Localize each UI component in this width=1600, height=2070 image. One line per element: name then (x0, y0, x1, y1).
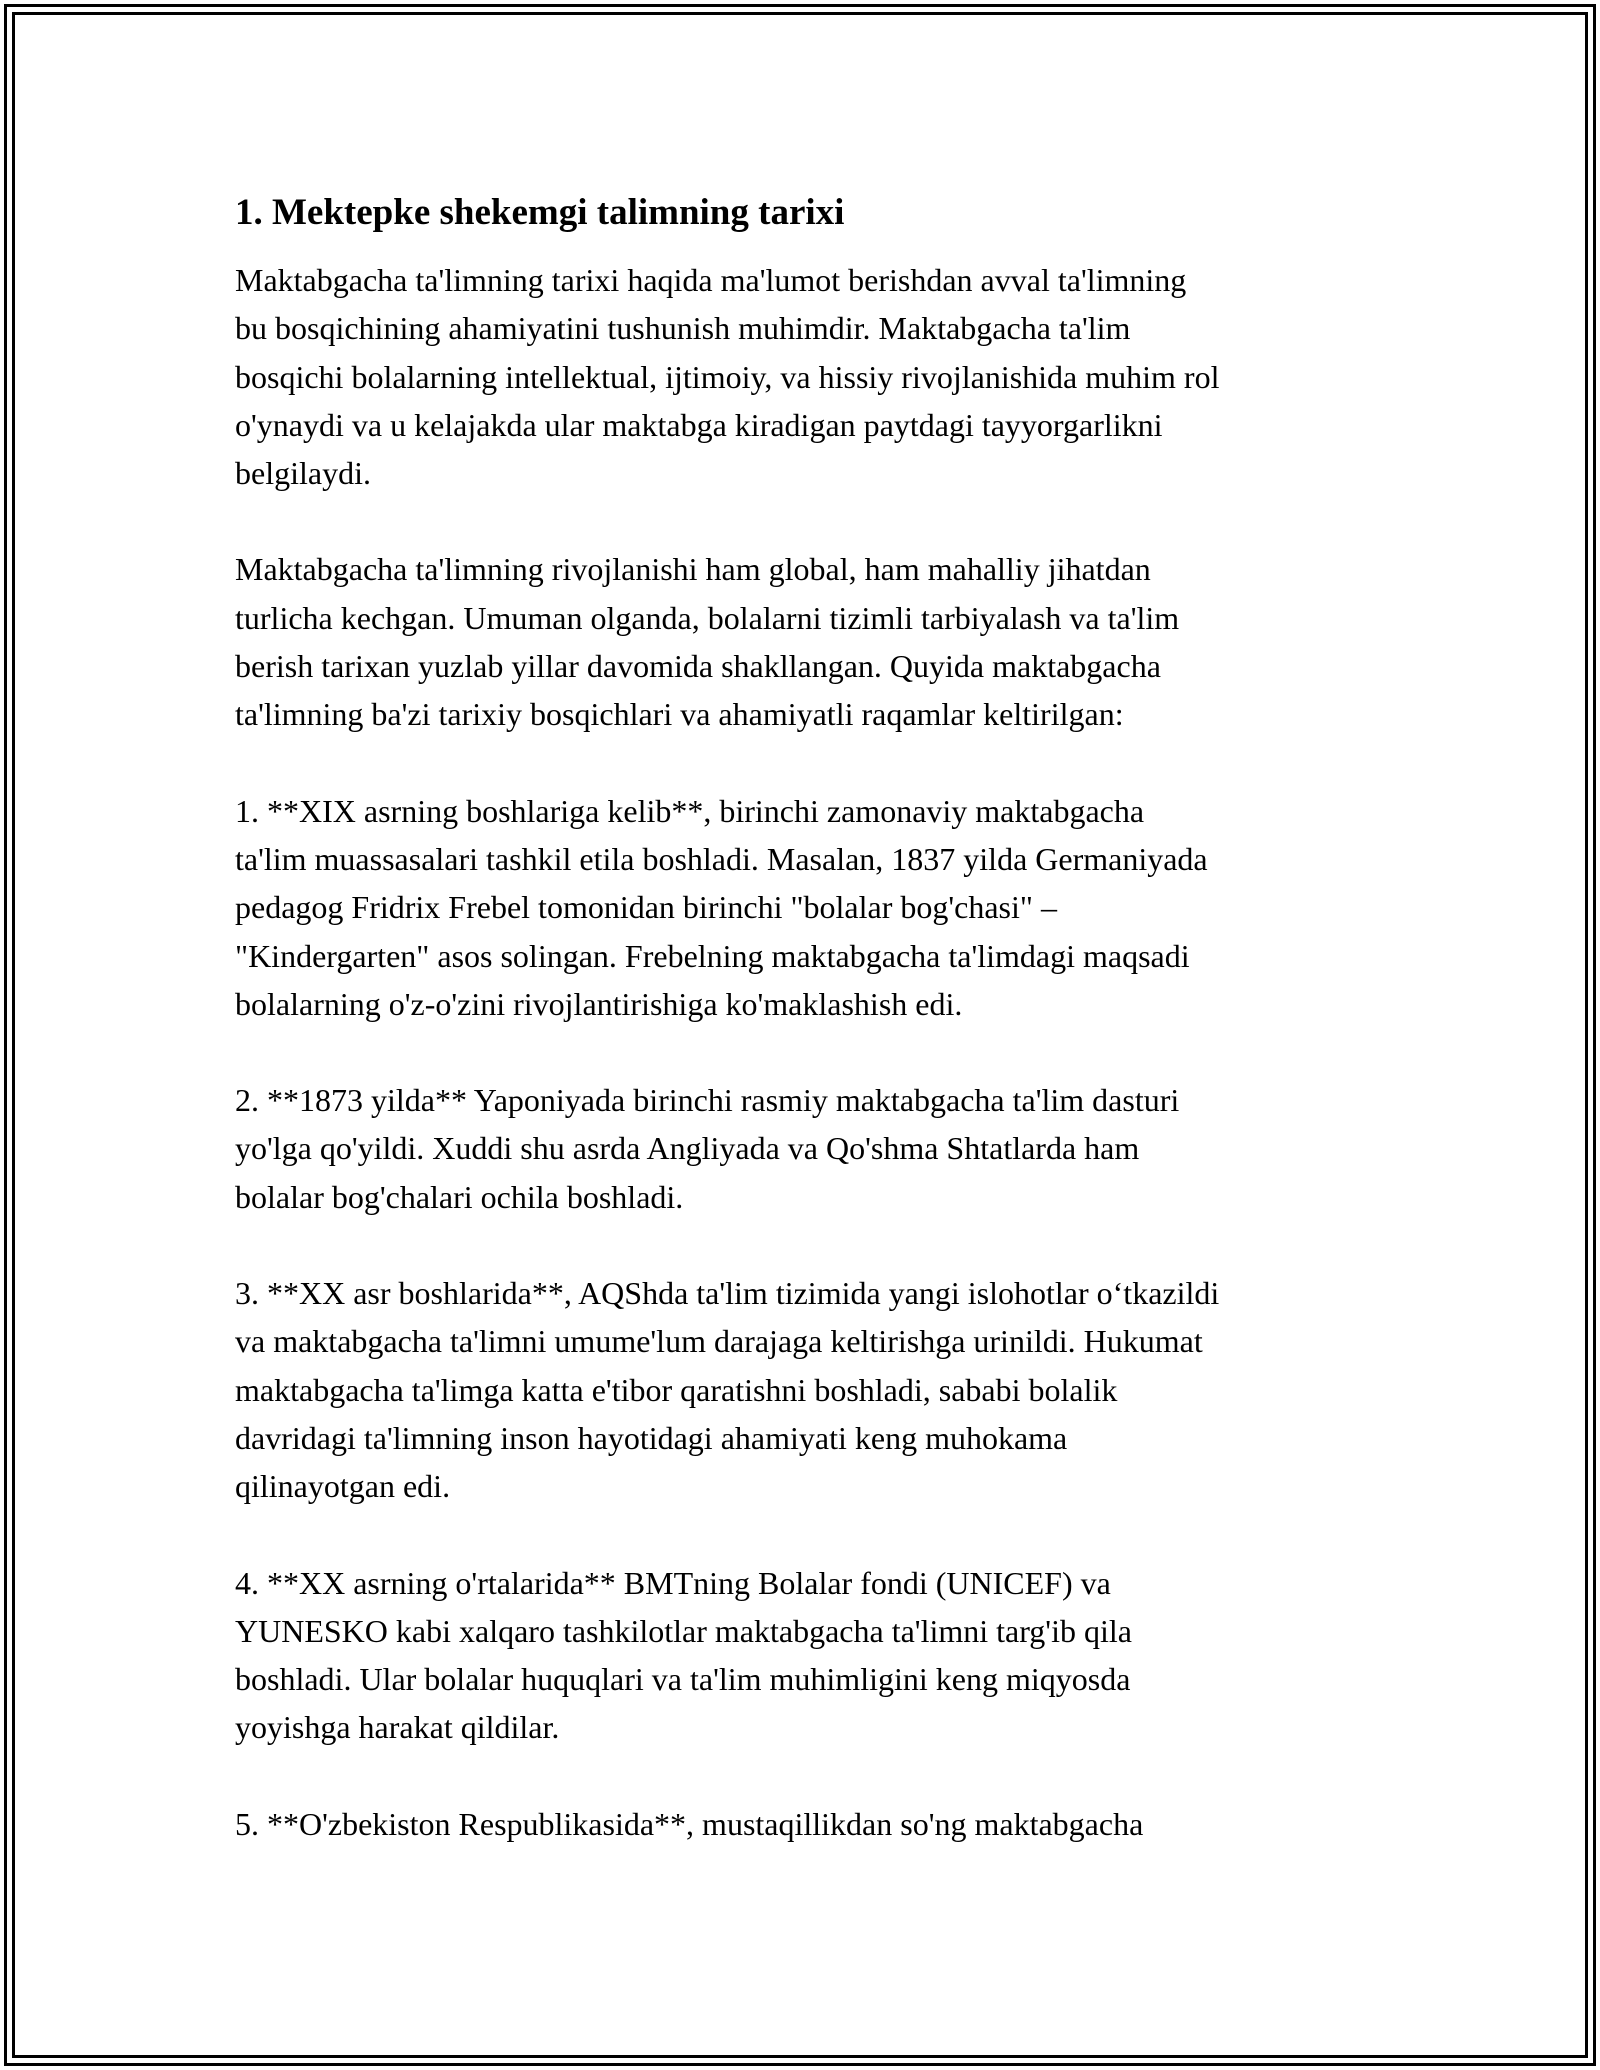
list-item-1: 1. **XIX asrning boshlariga kelib**, birinchi zamonaviy maktabgacha ta'lim muassasalari tashkil etila boshladi. Masalan, 1837 yilda Germaniyada pedagog Fridrix Frebel tomonidan birinchi "bolalar bog'chasi" – "Kindergarten" asos solingan. Frebelning maktabgacha ta'limdagi maqsadi bolalarning o'z-o'zini rivojlantirishiga ko'maklashish edi. (235, 792, 1208, 1022)
document-body (235, 186, 1370, 1896)
list-item-5: 5. **O'zbekiston Respublikasida**, mustaqillikdan so'ng maktabgacha (235, 1805, 1144, 1842)
paragraph-overview: Maktabgacha ta'limning rivojlanishi ham global, ham mahalliy jihatdan turlicha kechgan. Umuman olganda, bolalarni tizimli tarbiyalash va ta'lim berish tarixan yuzlab yillar davomida shakllangan. Quyida maktabgacha ta'limning ba'zi tarixiy bosqichlari va ahamiyatli raqamlar keltirilgan: (235, 551, 1180, 733)
list-item-4: 4. **XX asrning o'rtalarida** BMTning Bolalar fondi (UNICEF) va YUNESKO kabi xalqaro tashkilotlar maktabgacha ta'limni targ'ib qila boshladi. Ular bolalar huquqlari va ta'lim muhimligini keng miqyosda yoyishga harakat qildilar. (235, 1564, 1132, 1746)
list-item-3: 3. **XX asr boshlarida**, AQShda ta'lim tizimida yangi islohotlar o‘tkazildi va maktabgacha ta'limni umume'lum darajaga keltirishga urinildi. Hukumat maktabgacha ta'limga katta e'tibor qaratishni boshladi, sababi bolalik davridagi ta'limning inson hayotidagi ahamiyati keng muhokama qilinayotgan edi. (235, 1275, 1220, 1505)
list-item-2: 2. **1873 yilda** Yaponiyada birinchi rasmiy maktabgacha ta'lim dasturi yo'lga qo'yildi. Xuddi shu asrda Angliyada va Qo'shma Shtatlarda ham bolalar bog'chalari ochila boshladi. (235, 1082, 1180, 1215)
section-heading: 1. Mektepke shekemgi talimning tarixi (235, 192, 845, 233)
paragraph-intro: Maktabgacha ta'limning tarixi haqida ma'lumot berishdan avval ta'limning bu bosqichining ahamiyatini tushunish muhimdir. Maktabgacha ta'lim bosqichi bolalarning intellektual, ijtimoiy, va hissiy rivojlanishida muhim rol o'ynaydi va u kelajakda ular maktabga kiradigan paytdagi tayyorgarlikni belgilaydi. (235, 262, 1220, 492)
